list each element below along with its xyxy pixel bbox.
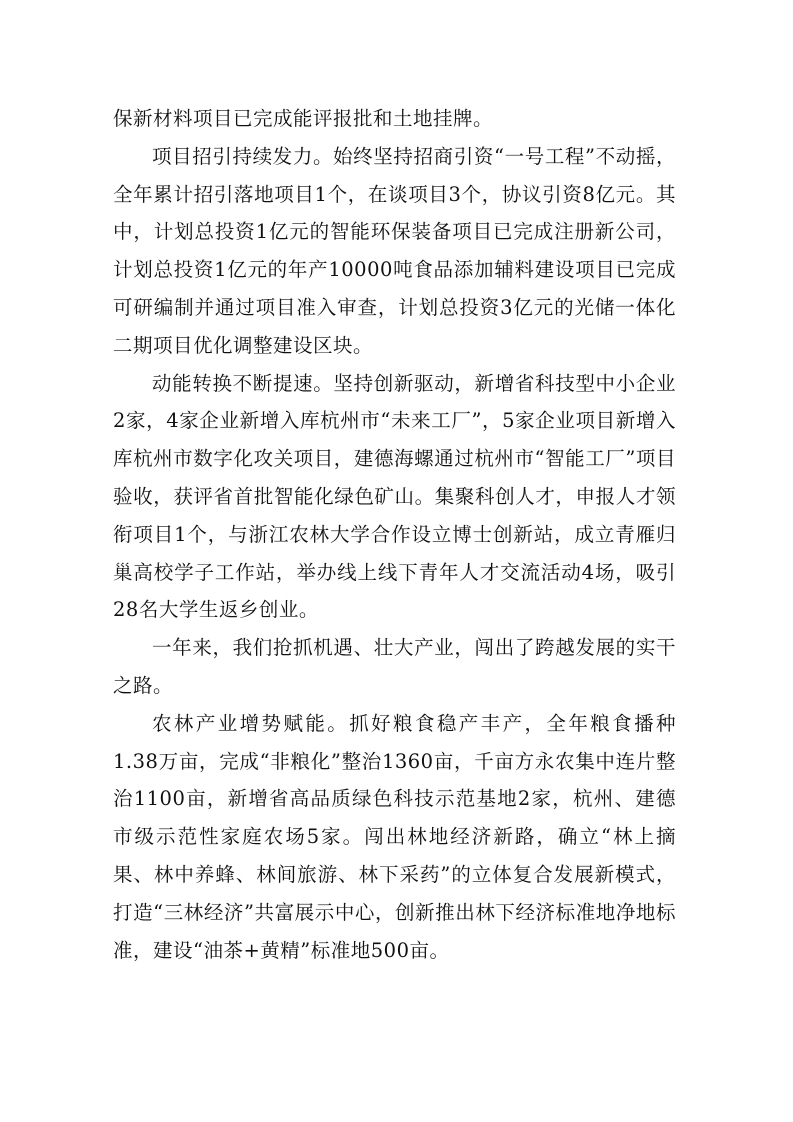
paragraph-project-attraction: 项目招引持续发力。始终坚持招商引资“一号工程”不动摇，全年累计招引落地项目1个，在谈项目3个，协议引资8亿元。其中，计划总投资1亿元的智能环保装备项目已完成注册新公司，计划总投资1亿元的年产10000吨食品添加辅料建设项目已完成可研编制并通过项目准入审查，计划总投资3亿元的光储一体化二期项目优化调整建设区块。 <box>113 144 676 357</box>
paragraph-year-summary: 一年来，我们抢抓机遇、壮大产业，闯出了跨越发展的实干之路。 <box>113 636 676 697</box>
paragraph-continuation: 保新材料项目已完成能评报批和土地挂牌。 <box>113 107 494 130</box>
paragraph-momentum-transformation: 动能转换不断提速。坚持创新驱动，新增省科技型中小企业2家，4家企业新增入库杭州市“未来工厂”，5家企业项目新增入库杭州市数字化攻关项目，建德海螺通过杭州市“智能工厂”项目验收，获评省首批智能化绿色矿山。集聚科创人才，申报人才领衔项目1个，与浙江农林大学合作设立博士创新站，成立青雁归巢高校学子工作站，举办线上线下青年人才交流活动4场，吸引28名大学生返乡创业。 <box>113 371 676 622</box>
paragraph-agriculture-forestry: 农林产业增势赋能。抓好粮食稳产丰产，全年粮食播种1.38万亩，完成“非粮化”整治1360亩，千亩方永农集中连片整治1100亩，新增省高品质绿色科技示范基地2家，杭州、建德市级示范性家庭农场5家。闯出林地经济新路，确立“林上摘果、林中养蜂、林间旅游、林下采药”的立体复合发展新模式，打造“三林经济”共富展示中心，创新推出林下经济标准地净地标准，建设“油茶+黄精”标准地500亩。 <box>113 711 676 962</box>
document-body <box>113 100 676 969</box>
